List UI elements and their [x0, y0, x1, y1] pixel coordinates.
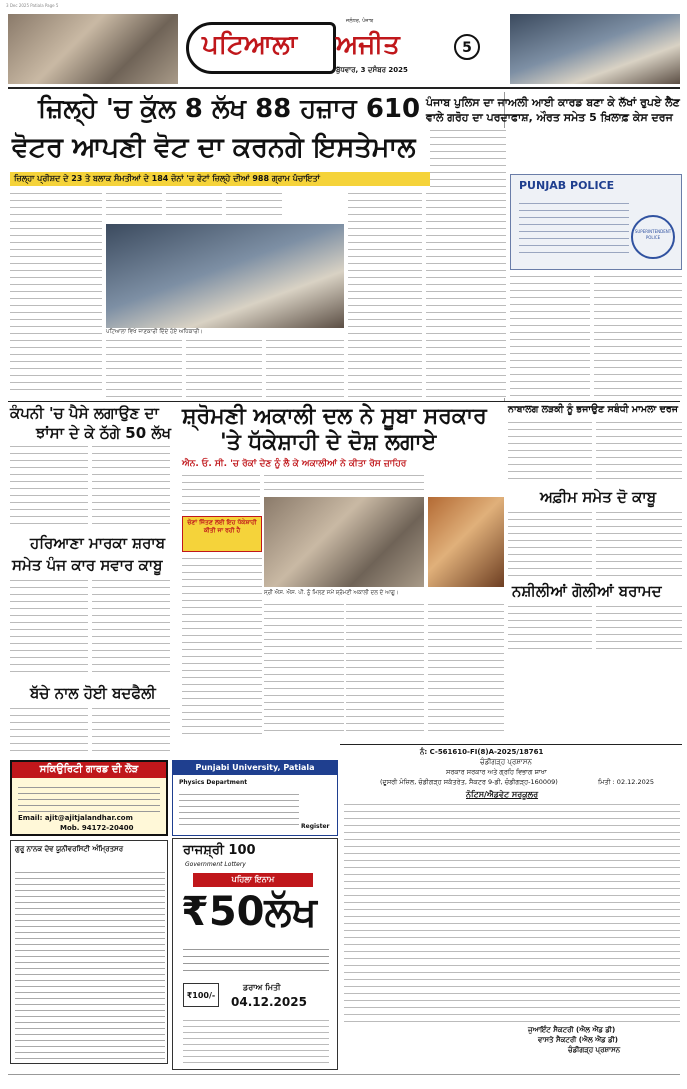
notice-sign-3: ਚੰਡੀਗੜ੍ਹ ਪ੍ਰਸ਼ਾਸਨ: [568, 1046, 621, 1054]
notice-body: [344, 802, 680, 1024]
brand-logo: ਅਜੀਤ: [336, 30, 400, 60]
ad-university-subtitle: Physics Department: [179, 779, 248, 786]
liquor-headline-1: ਹਰਿਆਣਾ ਮਾਰਕਾ ਸ਼ਰਾਬ: [30, 534, 166, 552]
akali-body-col-6: [428, 602, 504, 734]
akali-photo-1: [264, 497, 424, 587]
police-headline-2: ਵਾਲੇ ਗਰੋਹ ਦਾ ਪਰਦਾਫਾਸ਼, ਔਰਤ ਸਮੇਤ 5 ਖ਼ਿਲਾਫ਼ ਕੇਸ ਦਰਜ: [426, 111, 673, 124]
akali-body-col-5: [346, 602, 424, 734]
masthead-date: ਬੁੱਧਵਾਰ, 3 ਦਸੰਬਰ 2025: [336, 66, 408, 74]
liquor-body-col-2: [92, 578, 170, 674]
lead-strap: ਜ਼ਿਲ੍ਹਾ ਪ੍ਰੀਸ਼ਦ ਦੇ 23 ਤੇ ਬਲਾਕ ਸੰਮਤੀਆਂ ਦੇ 184 ਜ਼ੋਨਾਂ 'ਚ ਵੋਟਾਂ ਜ਼ਿਲ੍ਹੇ ਦੀਆਂ 988 ਗ੍ਰਾਮ ਪੰਚਾਇਤਾਂ: [10, 172, 500, 186]
card-title: PUNJAB POLICE: [519, 179, 615, 192]
page-number: 5: [454, 34, 480, 60]
police-body-col-3: [594, 274, 682, 398]
lottery-body: [183, 943, 329, 977]
fraud-body-col-2: [92, 444, 170, 530]
lottery-prize-label: ਪਹਿਲਾ ਇਨਾਮ: [193, 873, 313, 887]
fraud-headline-2: ਝਾਂਸਾ ਦੇ ਕੇ ਠੱਗੇ 50 ਲੱਖ: [36, 424, 172, 442]
notice-date: ਮਿਤੀ : 02.12.2025: [598, 778, 655, 786]
masthead-title-left: ਪਟਿਆਲਾ: [202, 30, 298, 60]
child-body-col-1: [10, 706, 88, 756]
pills-body-col-1: [508, 604, 592, 652]
minor-body-col-2: [596, 420, 682, 484]
ad-university-title: Punjabi University, Patiala: [173, 761, 337, 775]
police-body-col-1: [430, 128, 506, 398]
opium-body-col-1: [508, 510, 592, 578]
akali-body-col-4: [264, 602, 344, 734]
lead-body-col-1: [10, 191, 102, 391]
lead-body-col-2: [106, 191, 162, 221]
police-headline-1: ਪੰਜਾਬ ਪੁਲਿਸ ਦਾ ਜਾਅਲੀ ਆਈ ਕਾਰਡ ਬਣਾ ਕੇ ਲੱਖਾਂ ਰੁਪਏ ਲੈਣ: [426, 96, 680, 109]
lottery-footer: [183, 1015, 329, 1065]
card-stamp: SUPERINTENDENT POLICE: [631, 215, 675, 259]
section-divider-1: [8, 401, 680, 402]
liquor-headline-2: ਸਮੇਤ ਪੰਜ ਕਾਰ ਸਵਾਰ ਕਾਬੂ: [12, 556, 163, 574]
notice-sign-1: ਜੁਆਇੰਟ ਸੈਕਟਰੀ (ਐਲ ਐਂਡ ਡੀ): [528, 1026, 616, 1034]
child-body-col-2: [92, 706, 170, 756]
ad-gndu-title: ਗੁਰੂ ਨਾਨਕ ਦੇਵ ਯੂਨੀਵਰਸਿਟੀ ਅੰਮ੍ਰਿਤਸਰ: [15, 845, 124, 853]
footer-rule: [8, 1074, 680, 1075]
pills-body-col-2: [596, 604, 682, 652]
lottery-draw-label: ਡਰਾਅ ਮਿਤੀ: [243, 983, 281, 992]
lead-body-col-4: [226, 191, 282, 221]
akali-caption: ਸ੍ਰੀ ਐਸ. ਐਸ. ਪੀ. ਨੂੰ ਮਿਲਣ ਸਮੇਂ ਸ਼੍ਰੋਮਣੀ ਅਕਾਲੀ ਦਲ ਦੇ ਆਗੂ।: [264, 590, 399, 596]
akali-callout: ਚੋਣਾਂ ਜਿੱਤਣ ਲਈ ਇਹ ਧੱਕੇਸ਼ਾਹੀ ਕੀਤੀ ਜਾ ਰਹੀ ਹੈ: [182, 516, 262, 552]
opium-headline: ਅਫ਼ੀਮ ਸਮੇਤ ਦੋ ਕਾਬੂ: [540, 488, 657, 506]
opium-body-col-2: [596, 510, 682, 578]
minor-body-col-1: [508, 420, 592, 484]
ad-university-body: [179, 789, 299, 829]
ad-university-register: Register: [301, 823, 330, 830]
child-headline: ਬੱਚੇ ਨਾਲ ਹੋਈ ਬਦਫੈਲੀ: [30, 684, 156, 702]
notice-ref-no: ਨੰ: C-561610-FI(8)A-2025/18761: [420, 748, 544, 756]
heritage-photo-right: [510, 14, 680, 84]
pills-headline: ਨਸ਼ੀਲੀਆਂ ਗੋਲੀਆਂ ਬਰਾਮਦ: [512, 582, 662, 600]
heritage-photo-left: [8, 14, 178, 84]
akali-body-col-2: [264, 473, 424, 495]
notice-line-1: ਸਰਕਾਰ ਸਰਕਾਰ ਅਤੇ ਗ੍ਰਹਿ ਵਿਭਾਗ ਸ਼ਾਖਾ: [446, 768, 547, 776]
ad-university: [172, 760, 338, 836]
lead-headline-2: ਵੋਟਰ ਆਪਣੀ ਵੋਟ ਦਾ ਕਰਨਗੇ ਇਸਤੇਮਾਲ: [12, 132, 416, 163]
lottery-prize: ₹50ਲੱਖ: [181, 889, 317, 935]
lottery-draw-date: 04.12.2025: [231, 995, 307, 1009]
lead-body-col-5: [106, 338, 182, 398]
ad-guard-title: ਸਕਿਉਰਿਟੀ ਗਾਰਡ ਦੀ ਲੋੜ: [12, 762, 166, 778]
lead-body-col-8: [348, 191, 422, 398]
notice-title: ਨੋਟਿਸ/ਐਡਵੇਟ ਸਰਕੂਲਰ: [466, 790, 539, 799]
minor-headline: ਨਾਬਾਲਗ ਲੜਕੀ ਨੂੰ ਭਜਾਉਣ ਸਬੰਧੀ ਮਾਮਲਾ ਦਰਜ: [508, 404, 678, 415]
lead-body-col-3: [166, 191, 222, 221]
ad-lottery: [172, 838, 338, 1070]
lead-photo-caption: ਪਟਿਆਲਾ ਵਿਖੇ ਜਾਣਕਾਰੀ ਦਿੰਦੇ ਹੋਏ ਅਧਿਕਾਰੀ।: [106, 329, 203, 335]
lead-headline-1: ਜ਼ਿਲ੍ਹੇ 'ਚ ਕੁੱਲ 8 ਲੱਖ 88 ਹਜ਼ਾਰ 610: [38, 94, 421, 124]
brand-sub: ਜਲੰਧਰ, ਪੰਜਾਬ: [346, 18, 374, 24]
ad-security-guard: [10, 760, 168, 836]
notice-sign-2: ਵਾਸਤੇ ਸੈਕਟਰੀ (ਐਲ ਐਂਡ ਡੀ): [538, 1036, 618, 1044]
lottery-sub: Government Lottery: [185, 861, 246, 868]
ad-guard-mobile: Mob. 94172-20400: [60, 824, 134, 832]
ad-gndu-body: [15, 867, 165, 1059]
lottery-price: ₹100/-: [183, 983, 219, 1007]
police-body-col-2: [510, 274, 590, 398]
police-id-card-photo: [510, 174, 682, 270]
notice-line-2: (ਦੂਸਰੀ ਮੰਜ਼ਿਲ, ਚੰਡੀਗੜ੍ਹ ਸਕੱਤਰੇਤ, ਸੈਕਟਰ 9-ਡੀ, ਚੰਡੀਗੜ੍ਹ-160009): [380, 778, 558, 786]
ad-gndu: [10, 840, 168, 1064]
ad-guard-email: Email: ajit@ajitjalandhar.com: [18, 814, 133, 822]
akali-body-col-3: [182, 556, 262, 734]
lottery-brand: ਰਾਜਸ਼੍ਰੀ 100: [183, 843, 256, 858]
akali-strap: ਐਨ. ਓ. ਸੀ. 'ਚ ਰੋਕਾਂ ਦੇਣ ਨੂੰ ਲੈ ਕੇ ਅਕਾਲੀਆਂ ਨੇ ਕੀਤਾ ਰੋਸ ਜ਼ਾਹਿਰ: [182, 459, 407, 469]
akali-headline-1: ਸ਼੍ਰੋਮਣੀ ਅਕਾਲੀ ਦਲ ਨੇ ਸੂਬਾ ਸਰਕਾਰ: [182, 404, 487, 429]
akali-photo-2: [428, 497, 504, 587]
liquor-body-col-1: [10, 578, 88, 674]
lead-body-col-6: [186, 338, 262, 398]
masthead-divider: [8, 87, 680, 89]
akali-headline-2: 'ਤੇ ਧੱਕੇਸ਼ਾਹੀ ਦੇ ਦੋਸ਼ ਲਗਾਏ: [220, 430, 437, 455]
file-info: 3 Dec 2025 Patiala Page 5: [6, 3, 59, 8]
masthead-banner: [186, 14, 496, 82]
fraud-headline-1: ਕੰਪਨੀ 'ਚ ਪੈਸੇ ਲਗਾਉਣ ਦਾ: [10, 404, 159, 422]
card-lines: [519, 197, 629, 257]
lead-body-col-7: [266, 338, 344, 398]
lead-photo: [106, 224, 344, 328]
fraud-body-col-1: [10, 444, 88, 530]
ad-guard-body: [18, 782, 160, 812]
notice-dept: ਚੰਡੀਗੜ੍ਹ ਪ੍ਰਸ਼ਾਸਨ: [480, 758, 532, 766]
